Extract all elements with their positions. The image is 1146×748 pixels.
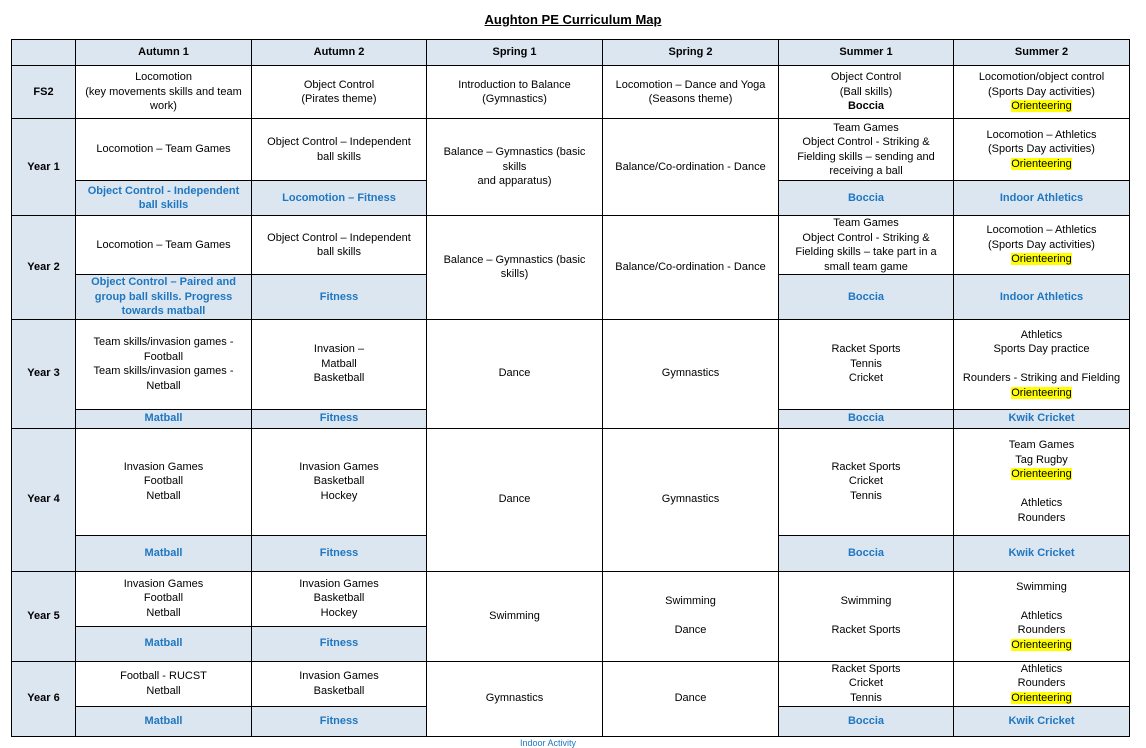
cell-line: Swimming: [665, 595, 716, 608]
cell-line: Tennis: [850, 489, 882, 502]
cell-line: skills): [500, 268, 529, 281]
extra-autumn2: Fitness: [252, 409, 427, 428]
cell-line: Athletics: [1020, 497, 1063, 509]
cell-spring2: Balance/Co-ordination - Dance: [603, 216, 779, 320]
cell-line: Fielding skills – sending and: [797, 150, 935, 163]
cell-line: Invasion Games: [299, 670, 379, 682]
curriculum-table: [11, 39, 1130, 737]
cell-line: Netball: [146, 379, 181, 392]
cell-autumn1: [76, 661, 252, 706]
cell-line: Tennis: [850, 357, 882, 370]
cell-line: Locomotion – Dance and Yoga: [615, 78, 766, 91]
cell-line: ball skills: [316, 246, 361, 258]
row-year5: [12, 571, 1130, 626]
cell-line: Rounders: [1017, 677, 1066, 690]
cell-line: Netball: [146, 489, 181, 502]
cell-autumn1: [76, 66, 252, 119]
cell-line: Sports Day practice: [993, 343, 1090, 356]
column-header: Summer 1: [779, 40, 954, 66]
cell-line: Basketball: [313, 372, 365, 385]
highlight-orienteering: Orienteering: [1011, 691, 1072, 704]
cell-summer1: [779, 66, 954, 119]
footnote-text: Indoor Activity: [520, 738, 577, 748]
cell-line: small team game: [824, 260, 908, 273]
cell-summer2: [954, 661, 1130, 706]
cell-line: (Gymnastics): [482, 93, 547, 105]
cell-line: Dance: [674, 624, 707, 637]
highlight-orienteering: Orienteering: [1011, 468, 1072, 480]
cell-line: Invasion Games: [299, 577, 379, 590]
cell-line: Football: [143, 592, 184, 605]
cell-line: Rounders: [1017, 624, 1066, 637]
cell-autumn2: [252, 66, 427, 119]
cell-line: Basketball: [313, 592, 365, 605]
cell-line: Object Control - Striking &: [802, 231, 930, 244]
cell-autumn1: [76, 319, 252, 409]
cell-spring1: Dance: [427, 428, 603, 571]
cell-line: Team Games: [833, 121, 899, 134]
column-header: Autumn 2: [252, 40, 427, 66]
highlight-orienteering: Orienteering: [1011, 157, 1072, 170]
extra-summer1: Boccia: [779, 706, 954, 736]
cell-spring1: [427, 66, 603, 119]
cell-line: (key movements skills and team: [85, 85, 242, 98]
column-header: Spring 1: [427, 40, 603, 66]
cell-line: Cricket: [848, 475, 884, 488]
cell-summer1: [779, 428, 954, 535]
cell-line: Tennis: [850, 691, 882, 704]
column-header: Summer 2: [954, 40, 1130, 66]
extra-autumn1: Matball: [76, 409, 252, 428]
cell-line: Hockey: [320, 489, 358, 502]
highlight-orienteering: Orienteering: [1011, 638, 1072, 651]
cell-autumn1: [76, 571, 252, 626]
cell-summer2: [954, 216, 1130, 275]
cell-spring1: [427, 119, 603, 216]
year-label: Year 5: [12, 571, 76, 661]
extra-summer1: Boccia: [779, 181, 954, 216]
cell-autumn2: [252, 319, 427, 409]
highlight-orienteering: Orienteering: [1011, 253, 1072, 266]
year-label: Year 4: [12, 428, 76, 571]
cell-line: receiving a ball: [829, 165, 903, 177]
cell-line: Basketball: [313, 684, 365, 697]
cell-line: Tag Rugby: [1015, 453, 1068, 466]
year-label: FS2: [12, 66, 76, 119]
cell-line: Object Control – Independent: [267, 231, 411, 244]
cell-summer2: [954, 428, 1130, 535]
cell-spring2: Balance/Co-ordination - Dance: [603, 119, 779, 216]
extra-autumn1: [76, 181, 252, 216]
cell-line: Racket Sports: [831, 624, 901, 637]
header-row: [12, 40, 1130, 66]
cell-summer1: [779, 319, 954, 409]
cell-autumn1: [76, 428, 252, 535]
cell-line: group ball skills. Progress: [94, 290, 233, 303]
cell-line: Team skills/invasion games -: [93, 365, 234, 377]
cell-autumn1: Locomotion – Team Games: [76, 216, 252, 275]
cell-summer2: [954, 571, 1130, 661]
cell-autumn2: [252, 571, 427, 626]
cell-line: Football: [143, 475, 184, 488]
cell-autumn2: [252, 661, 427, 706]
cell-line: Balance – Gymnastics (basic: [443, 253, 586, 266]
cell-line: (Seasons theme): [648, 93, 733, 105]
cell-line: Netball: [146, 684, 181, 697]
cell-line-bold: Boccia: [847, 100, 885, 113]
cell-line: Swimming: [840, 595, 892, 608]
extra-autumn1: Matball: [76, 706, 252, 736]
year-label: Year 3: [12, 319, 76, 428]
cell-line: Rounders: [1017, 511, 1066, 524]
year-label: Year 2: [12, 216, 76, 320]
cell-line: towards matball: [121, 305, 206, 317]
cell-spring2: Gymnastics: [603, 319, 779, 428]
cell-line: Object Control – Independent: [267, 136, 411, 148]
cell-line: Invasion –: [313, 343, 365, 356]
highlight-orienteering: Orienteering: [1011, 386, 1072, 399]
cell-line: Racket Sports: [831, 343, 901, 356]
cell-line: work): [150, 100, 177, 113]
year-label: Year 6: [12, 661, 76, 736]
column-header: Autumn 1: [76, 40, 252, 66]
extra-summer2: Indoor Athletics: [954, 275, 1130, 320]
cell-summer2: [954, 66, 1130, 119]
cell-line: Locomotion – Athletics: [986, 128, 1097, 141]
cell-line: Invasion Games: [299, 460, 379, 473]
row-year4: [12, 428, 1130, 535]
extra-autumn1: [76, 275, 252, 320]
page-title: Aughton PE Curriculum Map: [484, 12, 662, 27]
cell-line: (Ball skills): [839, 85, 893, 98]
cell-line: ball skills: [138, 199, 189, 211]
cell-line: Athletics: [1020, 328, 1063, 341]
cell-line: Rounders - Striking and Fielding: [962, 372, 1121, 385]
cell-spring1: Swimming: [427, 571, 603, 661]
cell-autumn2: [252, 119, 427, 181]
cell-autumn1: Locomotion – Team Games: [76, 119, 252, 181]
cell-summer2: [954, 119, 1130, 181]
extra-autumn2: Fitness: [252, 626, 427, 661]
cell-line: Introduction to Balance: [458, 78, 571, 91]
cell-line: Football: [143, 350, 184, 363]
cell-line: Invasion Games: [123, 460, 204, 473]
year-label: Year 1: [12, 119, 76, 216]
row-year2: [12, 216, 1130, 275]
cell-line: Object Control – Paired and: [91, 276, 236, 288]
extra-summer2: Kwik Cricket: [954, 535, 1130, 571]
cell-line: and apparatus): [477, 175, 552, 188]
cell-line: Cricket: [848, 677, 884, 690]
cell-line: Team skills/invasion games -: [93, 336, 234, 348]
extra-autumn2: Fitness: [252, 706, 427, 736]
cell-line: (Sports Day activities): [988, 143, 1095, 156]
row-year1: [12, 119, 1130, 181]
extra-summer2: Kwik Cricket: [954, 706, 1130, 736]
cell-line: Locomotion/object control: [978, 71, 1105, 84]
cell-line: Athletics: [1020, 609, 1063, 622]
extra-autumn1: Matball: [76, 626, 252, 661]
highlight-orienteering: Orienteering: [1011, 100, 1072, 113]
cell-line: (Sports Day activities): [988, 238, 1095, 251]
cell-line: Object Control: [303, 78, 375, 91]
extra-autumn2: Fitness: [252, 275, 427, 320]
cell-summer1: [779, 661, 954, 706]
cell-line: Object Control: [830, 71, 902, 84]
cell-line: Object Control - Independent: [87, 184, 240, 197]
cell-summer2: [954, 319, 1130, 409]
cell-spring2: [603, 571, 779, 661]
cell-line: Cricket: [848, 372, 884, 385]
extra-autumn1: Matball: [76, 535, 252, 571]
cell-line: (Sports Day activities): [988, 85, 1095, 98]
cell-spring1: Gymnastics: [427, 661, 603, 736]
extra-autumn2: Locomotion – Fitness: [252, 181, 427, 216]
cell-line: Racket Sports: [831, 662, 901, 675]
cell-line: (Pirates theme): [301, 93, 377, 105]
cell-spring1: [427, 216, 603, 320]
cell-line: Basketball: [313, 475, 365, 488]
extra-summer2: Kwik Cricket: [954, 409, 1130, 428]
cell-spring2: [603, 66, 779, 119]
cell-autumn2: [252, 216, 427, 275]
cell-line: Football - RUCST: [120, 670, 207, 682]
row-fs2: [12, 66, 1130, 119]
cell-summer1: [779, 571, 954, 661]
cell-line: Fielding skills – take part in a: [795, 246, 937, 258]
cell-line: Team Games: [833, 217, 899, 229]
cell-line: Locomotion – Athletics: [986, 224, 1097, 237]
cell-line: Swimming: [1016, 580, 1067, 593]
cell-spring2: Dance: [603, 661, 779, 736]
cell-line: Matball: [321, 357, 357, 370]
cell-line: Hockey: [320, 606, 358, 619]
cell-line: Object Control - Striking &: [802, 136, 930, 148]
extra-summer1: Boccia: [779, 275, 954, 320]
cell-summer1: [779, 216, 954, 275]
row-year3: [12, 319, 1130, 409]
cell-line: Athletics: [1020, 662, 1063, 675]
cell-line: Invasion Games: [123, 577, 204, 590]
cell-line: Team Games: [1008, 439, 1075, 451]
extra-summer1: Boccia: [779, 409, 954, 428]
cell-spring2: Gymnastics: [603, 428, 779, 571]
cell-line: Locomotion: [135, 71, 192, 84]
cell-spring1: Dance: [427, 319, 603, 428]
cell-line: Racket Sports: [831, 460, 901, 473]
cell-autumn2: [252, 428, 427, 535]
column-header: Spring 2: [603, 40, 779, 66]
corner-cell: [12, 40, 76, 66]
cell-summer1: [779, 119, 954, 181]
cell-line: Netball: [146, 606, 181, 619]
cell-line: Balance – Gymnastics (basic skills: [443, 146, 586, 173]
extra-summer2: Indoor Athletics: [954, 181, 1130, 216]
row-year6: [12, 661, 1130, 706]
extra-autumn2: Fitness: [252, 535, 427, 571]
extra-summer1: Boccia: [779, 535, 954, 571]
cell-line: ball skills: [316, 150, 361, 163]
